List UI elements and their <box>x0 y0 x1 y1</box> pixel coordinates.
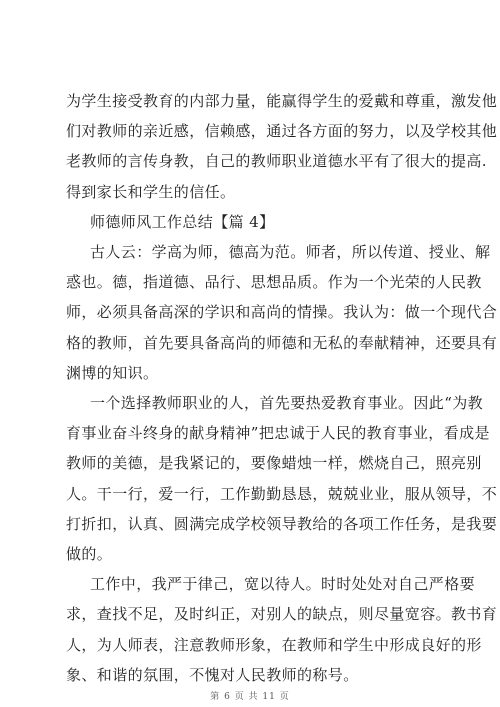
text-line: 人，为人师表，注意教师形象，在教师和学生中形成良好的形 <box>66 635 482 654</box>
text-line: 育事业奋斗终身的献身精神”把忠诚于人民的教育事业，看成是 <box>66 424 490 443</box>
text-line: 为学生接受教育的内部力量，能赢得学生的爱戴和尊重，激发他 <box>66 92 498 110</box>
text-line: 人。干一行，爱一行，工作勤勤恳恳，兢兢业业，服从领导，不 <box>66 484 498 503</box>
text-line: 惑也。德，指道德、品行、思想品质。作为一个光荣的人民教 <box>66 273 482 292</box>
text-line: 古人云：学高为师，德高为范。师者，所以传道、授业、解 <box>90 243 491 261</box>
text-line: 求，查找不足，及时纠正，对别人的缺点，则尽量宽容。教书育 <box>66 605 498 624</box>
text-line: 打折扣，认真、圆满完成学校领导教给的各项工作任务，是我要 <box>66 514 498 533</box>
page-number-footer: 第 6 页 共 11 页 <box>210 692 290 702</box>
section-heading: 师德师风工作总结【篇 4】 <box>90 212 275 231</box>
text-line: 一个选择教师职业的人，首先要热爱教育事业。因此“为教 <box>90 394 484 412</box>
text-line: 们对教师的亲近感，信赖感，通过各方面的努力，以及学校其他 <box>66 122 498 141</box>
text-line: 师，必须具备高深的学识和高尚的情操。我认为：做一个现代合 <box>66 303 498 322</box>
text-line: 教师的美德，是我紧记的，要像蜡烛一样，燃烧自己，照亮别 <box>66 454 482 473</box>
text-line: 老教师的言传身教，自己的教师职业道德水平有了很大的提高. <box>66 152 487 171</box>
text-line: 工作中，我严于律己，宽以待人。时时处处对自己严格要 <box>90 575 476 594</box>
text-line: 得到家长和学生的信任。 <box>66 182 236 201</box>
text-line: 格的教师，首先要具备高尚的师德和无私的奉献精神，还要具有 <box>66 333 498 352</box>
text-line: 象、和谐的氛围，不愧对人民教师的称号。 <box>66 665 359 684</box>
text-line: 渊博的知识。 <box>66 363 159 382</box>
text-line: 做的。 <box>66 545 113 563</box>
